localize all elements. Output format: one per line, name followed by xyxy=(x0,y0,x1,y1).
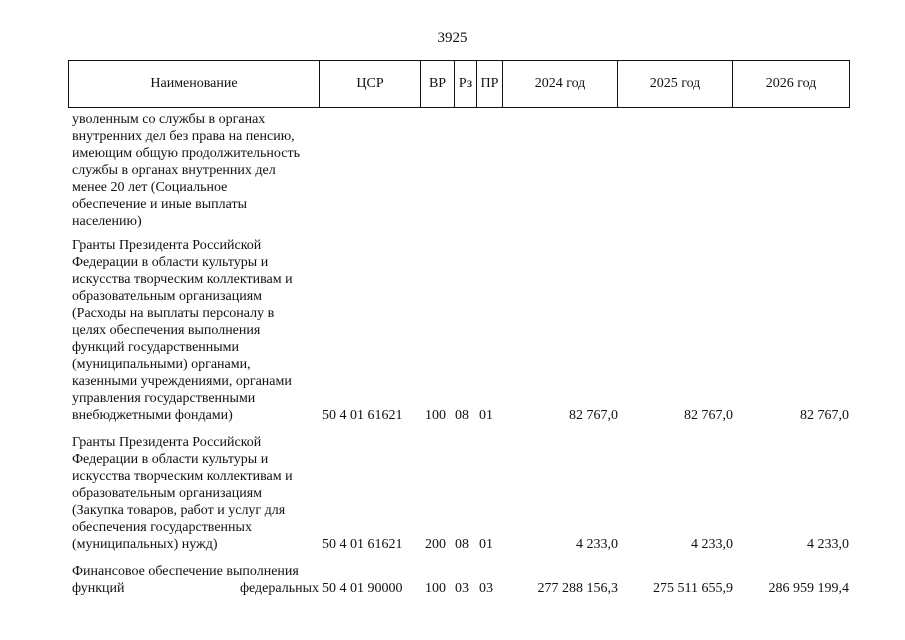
table-header xyxy=(68,60,850,108)
row-name-line: функций государственными xyxy=(72,340,240,355)
row-name-line: имеющим общую продолжительность xyxy=(72,146,300,161)
table-row xyxy=(0,237,905,427)
row-name xyxy=(72,111,319,230)
row-2024: 4 233,0 xyxy=(576,537,618,552)
row-name-line: (муниципальных) нужд) xyxy=(72,537,218,552)
header-2025: 2025 год xyxy=(618,61,733,107)
row-name-line: казенными учреждениями, органами xyxy=(72,374,292,389)
header-vr: ВР xyxy=(421,61,455,107)
row-name-line: искусства творческим коллективам и xyxy=(72,272,293,287)
row-name-line: Гранты Президента Российской xyxy=(72,238,262,253)
row-2025: 82 767,0 xyxy=(684,408,733,423)
row-name-line: внутренних дел без права на пенсию, xyxy=(72,129,295,144)
row-name-line: Финансовое обеспечение выполнения xyxy=(72,564,299,579)
row-2025: 4 233,0 xyxy=(691,537,733,552)
row-name-line: функций федеральных xyxy=(72,581,319,596)
row-name-line: обеспечение и иные выплаты xyxy=(72,197,247,212)
row-pr: 01 xyxy=(479,408,493,423)
row-name-line: (Расходы на выплаты персоналу в xyxy=(72,306,275,321)
row-name-line: Гранты Президента Российской xyxy=(72,435,262,450)
row-name xyxy=(72,563,319,597)
row-csr: 50 4 01 61621 xyxy=(322,537,403,552)
row-name-line: (муниципальными) органами, xyxy=(72,357,251,372)
header-2024: 2024 год xyxy=(503,61,618,107)
header-pr: ПР xyxy=(477,61,503,107)
row-name-line: обеспечения государственных xyxy=(72,520,252,535)
header-csr: ЦСР xyxy=(320,61,421,107)
row-name xyxy=(72,237,319,424)
row-pr: 03 xyxy=(479,581,493,596)
row-name-line: уволенным со службы в органах xyxy=(72,112,266,127)
row-vr: 100 xyxy=(425,581,446,596)
row-vr: 200 xyxy=(425,537,446,552)
row-rz: 08 xyxy=(455,408,469,423)
row-2026: 286 959 199,4 xyxy=(768,581,849,596)
header-name: Наименование xyxy=(69,61,320,107)
table-row xyxy=(0,111,905,231)
row-2026: 4 233,0 xyxy=(807,537,849,552)
row-name-line: образовательным организациям xyxy=(72,486,262,501)
row-name-line: образовательным организациям xyxy=(72,289,262,304)
row-name-line: менее 20 лет (Социальное xyxy=(72,180,228,195)
row-vr: 100 xyxy=(425,408,446,423)
header-rz: Рз xyxy=(455,61,477,107)
row-name-line: населению) xyxy=(72,214,142,229)
table-row xyxy=(0,563,905,603)
row-csr: 50 4 01 61621 xyxy=(322,408,403,423)
row-2024: 277 288 156,3 xyxy=(537,581,618,596)
row-name xyxy=(72,434,319,553)
row-name-line: службы в органах внутренних дел xyxy=(72,163,276,178)
row-rz: 03 xyxy=(455,581,469,596)
row-csr: 50 4 01 90000 xyxy=(322,581,403,596)
row-name-line: внебюджетными фондами) xyxy=(72,408,233,423)
row-name-line: управления государственными xyxy=(72,391,256,406)
row-pr: 01 xyxy=(479,537,493,552)
page-number: 3925 xyxy=(437,30,468,46)
row-2026: 82 767,0 xyxy=(800,408,849,423)
row-name-line: целях обеспечения выполнения xyxy=(72,323,261,338)
row-2024: 82 767,0 xyxy=(569,408,618,423)
row-2025: 275 511 655,9 xyxy=(653,581,733,596)
row-name-line: (Закупка товаров, работ и услуг для xyxy=(72,503,286,518)
row-rz: 08 xyxy=(455,537,469,552)
header-2026: 2026 год xyxy=(765,76,817,91)
row-name-line: Федерации в области культуры и xyxy=(72,255,269,270)
row-name-line: искусства творческим коллективам и xyxy=(72,469,293,484)
table-row xyxy=(0,434,905,554)
row-name-line: Федерации в области культуры и xyxy=(72,452,269,467)
